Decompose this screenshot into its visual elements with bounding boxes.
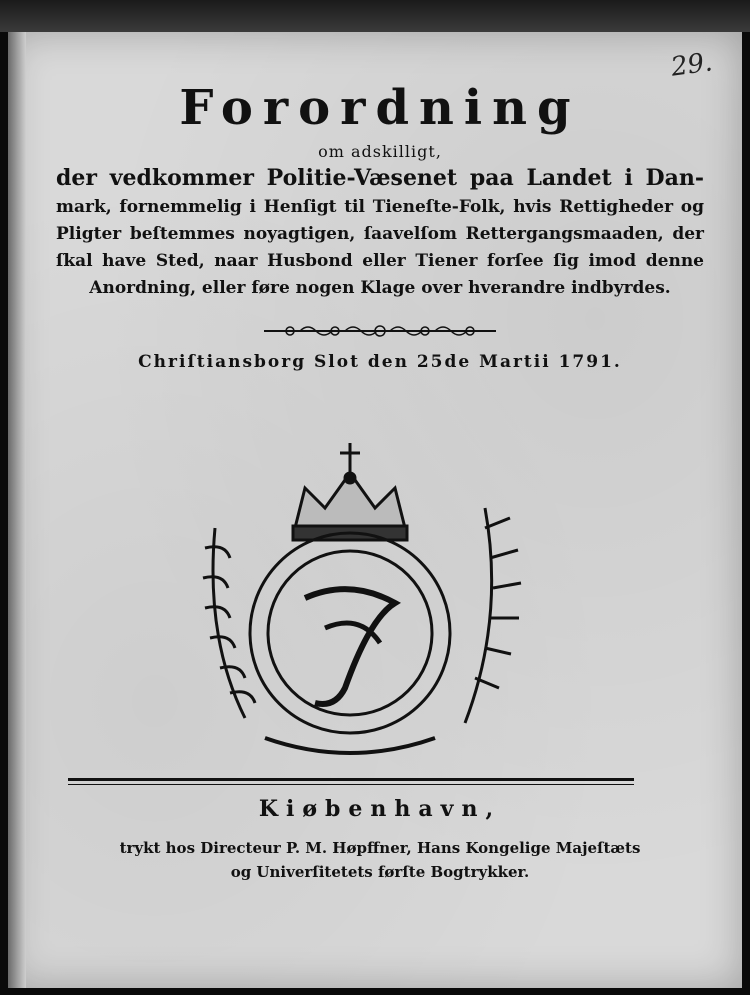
page-number: 29.	[668, 47, 714, 83]
scan-top-strip	[0, 0, 750, 32]
horizontal-rule	[68, 778, 634, 781]
printer-line-1: trykt hos Directeur P. M. Høpffner, Hans Kongelige Majeſtæts	[119, 839, 641, 857]
document-subtitle: om adskilligt,	[318, 142, 442, 161]
imprint-printer	[40, 836, 720, 884]
document-description	[40, 165, 720, 302]
description-rest: mark, fornemmelig i Henſigt til Tieneſte-Folk, hvis Rettigheder og Pligter beſtemmes noyagtigen, ſaavelſom Rettergangsmaaden, der ſkal have Sted, naar Husbond eller Tiener forſee ſig imod denne Anordning, eller føre nogen Klage over hverandre indbyrdes.	[56, 197, 704, 298]
document-title: Forordning	[179, 80, 581, 136]
description-lead: der vedkommer Politie-Væsenet paa Landet i Dan-	[56, 165, 704, 191]
printer-line-2: og Univerſitetets førſte Bogtrykker.	[230, 863, 530, 881]
page-edge	[8, 32, 26, 988]
place-and-date: Chriſtiansborg Slot den 25de Martii 1791.	[138, 352, 622, 372]
royal-monogram-crest-icon	[175, 438, 525, 768]
floral-divider-icon	[260, 322, 500, 340]
title-block	[40, 80, 720, 372]
horizontal-rule-thin	[68, 784, 634, 785]
imprint-city: Kiøbenhavn,	[258, 796, 502, 822]
